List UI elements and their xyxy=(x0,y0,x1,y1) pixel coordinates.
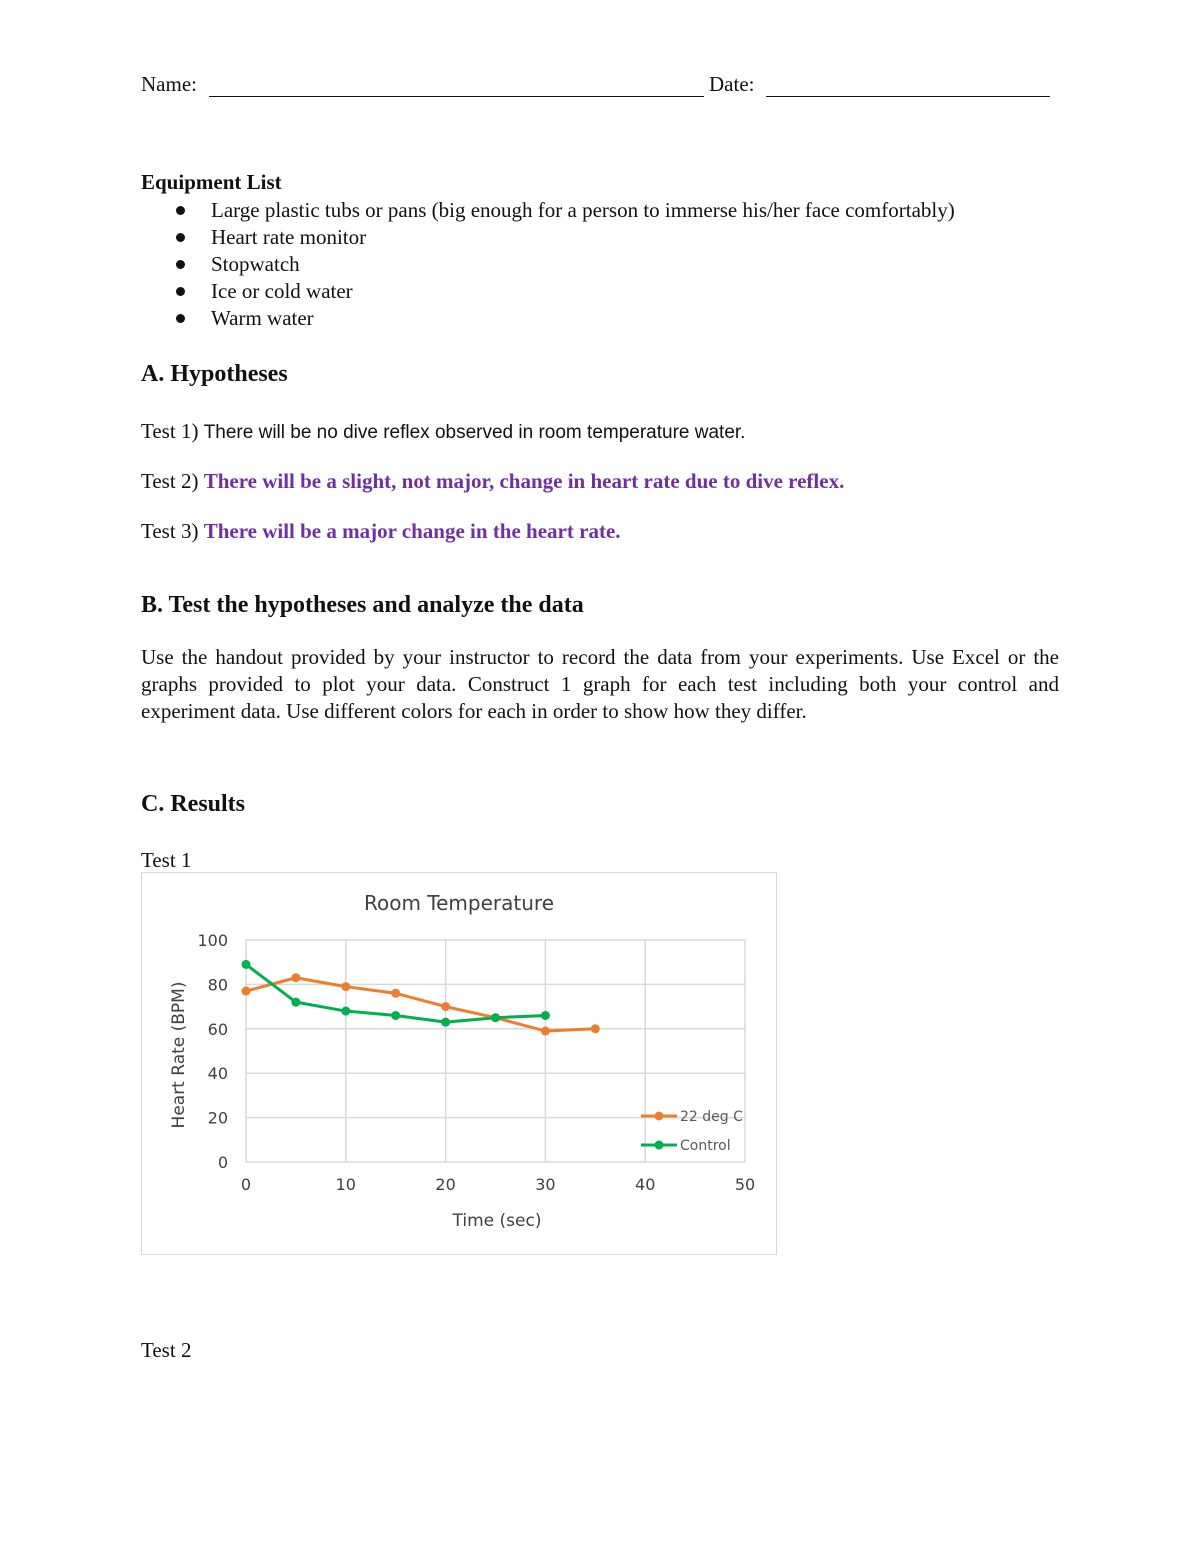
bullet-icon xyxy=(176,287,185,296)
y-tick-label: 0 xyxy=(217,1153,228,1172)
bullet-icon xyxy=(176,260,185,269)
hypothesis-label: Test 2) xyxy=(141,469,199,493)
list-item xyxy=(141,278,955,305)
chart-svg xyxy=(142,873,776,1254)
chart-axes xyxy=(197,931,755,1194)
name-label: Name: xyxy=(141,72,197,96)
hypothesis-label: Test 3) xyxy=(141,519,199,543)
y-tick-label: 80 xyxy=(207,975,228,995)
y-axis-label: Heart Rate (BPM) xyxy=(169,981,189,1129)
equipment-item-text: Heart rate monitor xyxy=(211,225,367,249)
y-tick-label: 40 xyxy=(207,1064,228,1084)
x-tick-label: 50 xyxy=(734,1175,756,1194)
data-point xyxy=(391,989,400,998)
date-blank-line[interactable] xyxy=(766,96,1050,97)
chart-title: Room Temperature xyxy=(364,891,554,915)
name-date-row xyxy=(141,72,1059,100)
hypothesis-test-3 xyxy=(141,519,621,544)
bullet-icon xyxy=(176,206,185,215)
y-tick-label: 60 xyxy=(207,1019,228,1039)
equipment-list xyxy=(141,197,955,332)
y-tick-label: 20 xyxy=(207,1108,228,1128)
data-point xyxy=(242,987,251,996)
list-item xyxy=(141,251,955,278)
hypothesis-label: Test 1) xyxy=(141,419,199,443)
chart-legend xyxy=(641,1109,743,1154)
x-tick-label: 10 xyxy=(335,1175,356,1194)
test-1-label: Test 1 xyxy=(141,848,192,872)
data-point xyxy=(441,1002,450,1011)
data-point xyxy=(591,1024,600,1033)
equipment-item-text: Warm water xyxy=(211,306,314,330)
data-point xyxy=(391,1011,400,1020)
x-tick-label: 0 xyxy=(240,1175,252,1194)
hypothesis-answer: There will be a slight, not major, change in heart rate due to dive reflex. xyxy=(203,469,845,493)
hypothesis-test-2 xyxy=(141,469,844,494)
section-c-heading: C. Results xyxy=(141,791,246,817)
list-item xyxy=(141,305,955,332)
equipment-item-text: Stopwatch xyxy=(211,252,300,276)
data-point xyxy=(242,960,251,969)
section-b-heading: B. Test the hypotheses and analyze the data xyxy=(141,592,584,618)
bullet-icon xyxy=(176,233,185,242)
name-blank-line[interactable] xyxy=(209,96,704,97)
date-label: Date: xyxy=(709,72,755,96)
x-tick-label: 30 xyxy=(535,1175,556,1194)
legend-label: Control xyxy=(680,1138,731,1154)
legend-marker xyxy=(655,1112,664,1121)
equipment-list-title: Equipment List xyxy=(141,170,282,194)
legend-marker xyxy=(655,1141,664,1150)
data-point xyxy=(541,1027,550,1036)
data-point xyxy=(341,982,350,991)
data-point xyxy=(291,973,300,982)
equipment-item-text: Ice or cold water xyxy=(211,279,353,303)
y-tick-label: 100 xyxy=(197,931,228,950)
section-a-heading: A. Hypotheses xyxy=(141,361,288,387)
data-point xyxy=(341,1007,350,1016)
data-point xyxy=(441,1018,450,1027)
hypothesis-answer: There will be no dive reflex observed in room temperature water. xyxy=(203,422,746,443)
bullet-icon xyxy=(176,314,185,323)
chart-gridlines xyxy=(246,940,745,1162)
data-point xyxy=(491,1013,500,1022)
hypothesis-answer: There will be a major change in the heart rate. xyxy=(203,519,621,543)
legend-label: 22 deg C xyxy=(680,1109,743,1125)
test-2-label: Test 2 xyxy=(141,1338,192,1362)
x-tick-label: 40 xyxy=(635,1175,656,1194)
list-item xyxy=(141,224,955,251)
x-tick-label: 20 xyxy=(435,1175,456,1194)
room-temperature-chart xyxy=(141,872,777,1255)
list-item xyxy=(141,197,955,224)
equipment-item-text: Large plastic tubs or pans (big enough for a person to immerse his/her face comfortably) xyxy=(211,198,955,222)
instructions-paragraph: Use the handout provided by your instructor to record the data from your experiments. Use Excel or the graphs provided to plot your data. Construct 1 graph for each test including both your control and experiment data. Use different colors for each in order to show how they differ. xyxy=(141,645,1059,723)
hypothesis-test-1 xyxy=(141,419,745,444)
data-point xyxy=(291,998,300,1007)
data-point xyxy=(541,1011,550,1020)
x-axis-label: Time (sec) xyxy=(452,1211,542,1231)
